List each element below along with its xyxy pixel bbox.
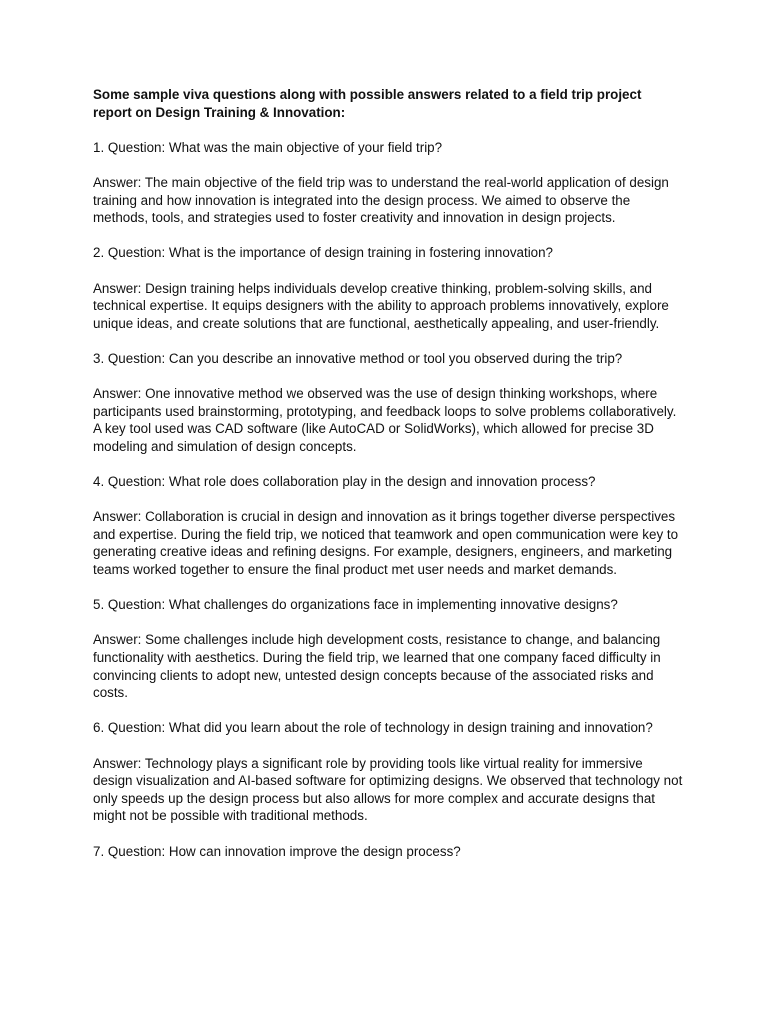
answer-5: Answer: Some challenges include high development costs, resistance to change, and balancing functionality with aesthetics. During the field trip, we learned that one company faced difficulty in convincing clients to adopt new, untested design concepts because of the associated risks and costs. xyxy=(93,632,661,701)
question-3: 3. Question: Can you describe an innovative method or tool you observed during the trip? xyxy=(93,350,623,366)
question-7: 7. Question: How can innovation improve the design process? xyxy=(93,843,461,859)
question-2: 2. Question: What is the importance of design training in fostering innovation? xyxy=(93,245,554,261)
answer-3: Answer: One innovative method we observed was the use of design thinking workshops, where participants used brainstorming, prototyping, and feedback loops to solve problems collaboratively. A key tool used was CAD software (like AutoCAD or SolidWorks), which allowed for precise 3D modeling and simulation of design concepts. xyxy=(93,386,677,454)
answer-6: Answer: Technology plays a significant role by providing tools like virtual reality for immersive design visualization and AI-based software for optimizing designs. We observed that technology not only speeds up the design process but also allows for more complex and accurate designs that might not be possible with traditional methods. xyxy=(93,755,683,824)
document-heading: Some sample viva questions along with possible answers related to a field trip project report on Design Training & Innovation: xyxy=(93,87,642,120)
question-5: 5. Question: What challenges do organizations face in implementing innovative designs? xyxy=(93,597,618,613)
question-6: 6. Question: What did you learn about the role of technology in design training and innovation? xyxy=(93,720,653,736)
question-1: 1. Question: What was the main objective of your field trip? xyxy=(93,139,443,155)
answer-1: Answer: The main objective of the field trip was to understand the real-world application of design training and how innovation is integrated into the design process. We aimed to observe the methods, tools, and strategies used to foster creativity and innovation in design projects. xyxy=(93,174,669,226)
document-page xyxy=(93,86,683,878)
answer-4: Answer: Collaboration is crucial in design and innovation as it brings together diverse perspectives and expertise. During the field trip, we noticed that teamwork and open communication were key to generating creative ideas and refining designs. For example, designers, engineers, and marketing teams worked together to ensure the final product met user needs and market demands. xyxy=(93,509,679,578)
answer-2: Answer: Design training helps individuals develop creative thinking, problem-solving skills, and technical expertise. It equips designers with the ability to approach problems innovatively, explore unique ideas, and create solutions that are functional, aesthetically appealing, and user-friendly. xyxy=(93,280,669,331)
question-4: 4. Question: What role does collaboration play in the design and innovation process? xyxy=(93,474,596,490)
